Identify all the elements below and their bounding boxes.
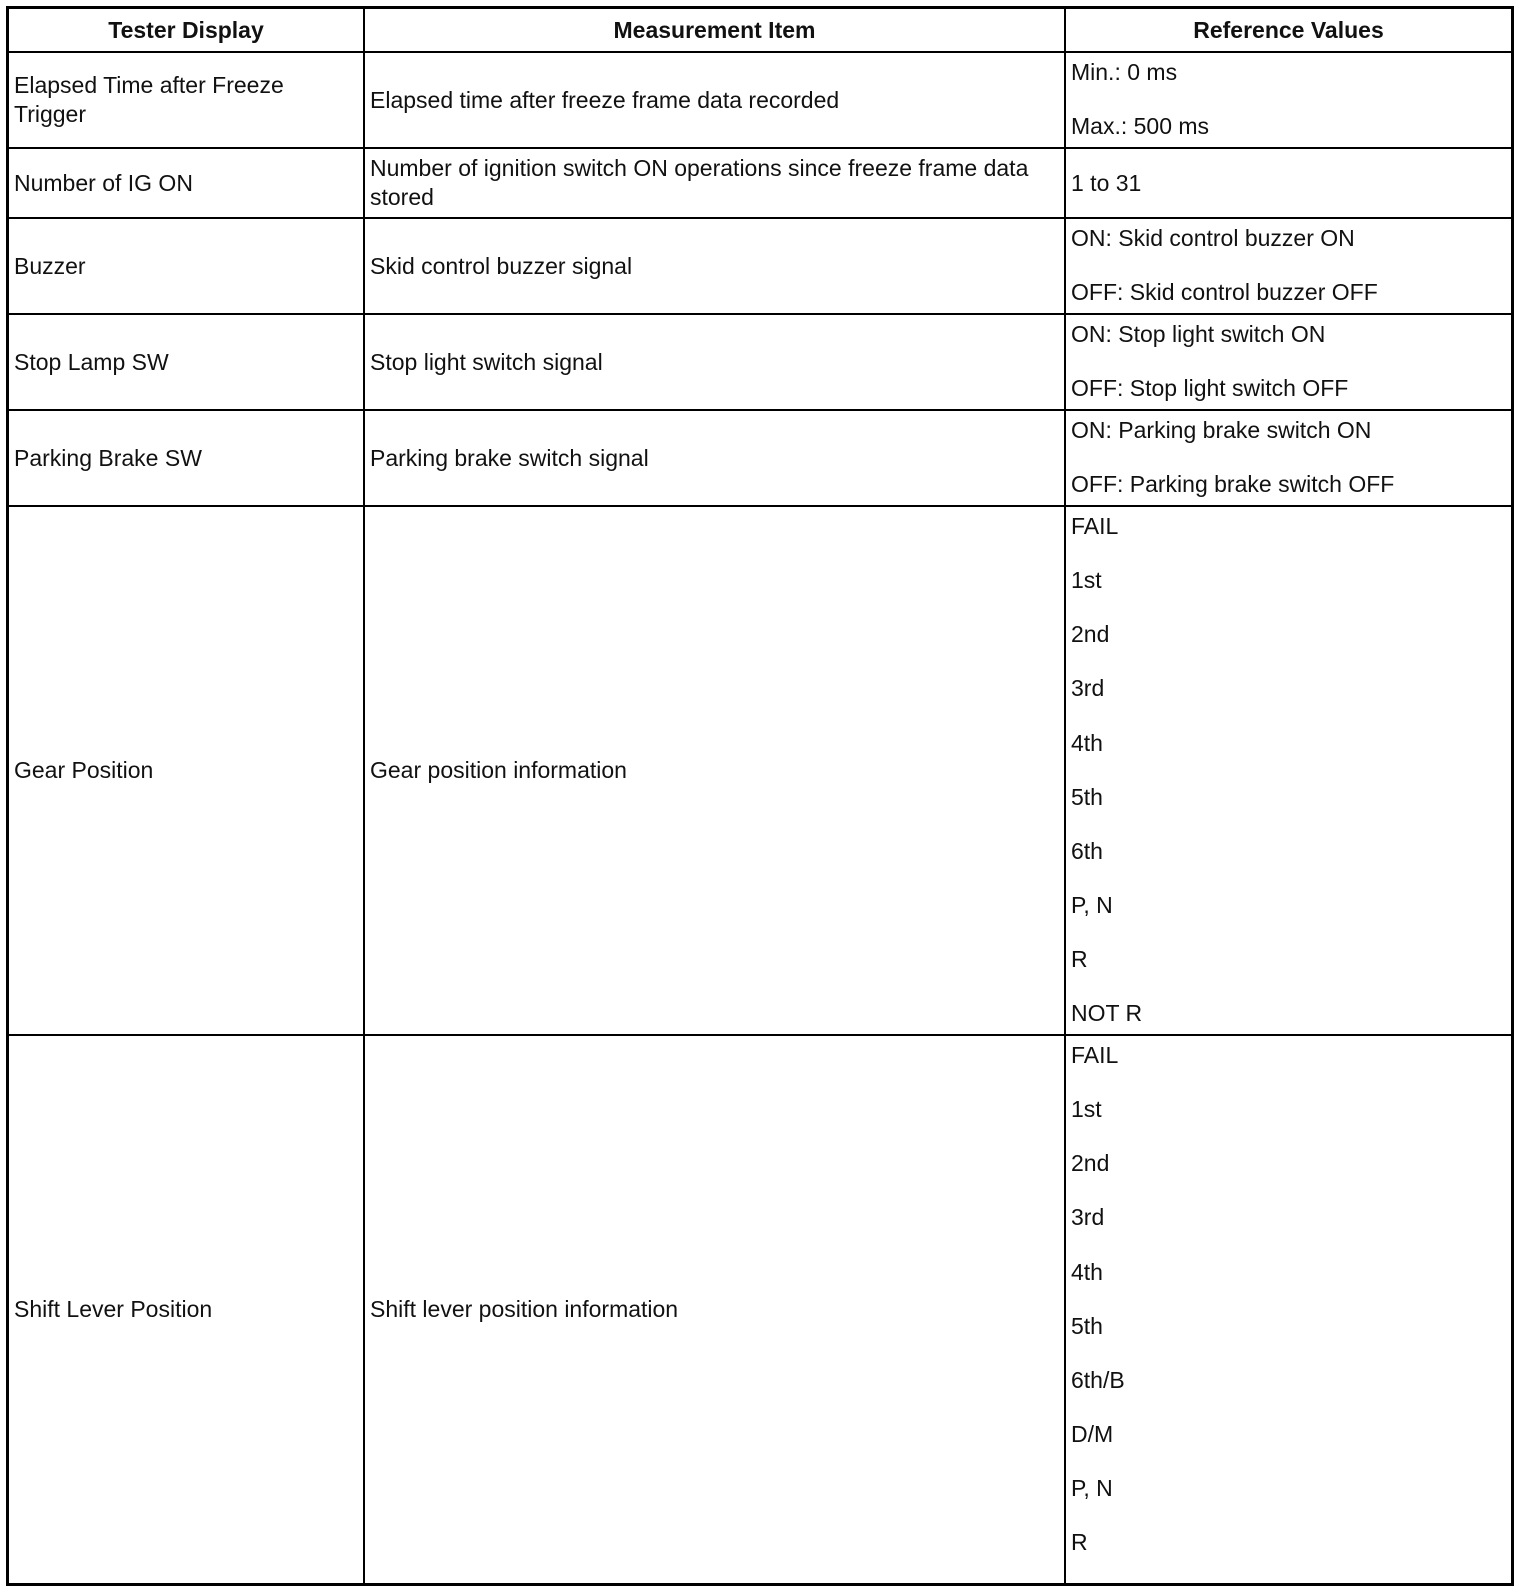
- reference-value: NOT R: [1071, 1000, 1143, 1026]
- reference-table: [6, 6, 1514, 1586]
- reference-value: 4th: [1071, 1259, 1103, 1285]
- reference-value: R: [1071, 946, 1088, 972]
- reference-value: 2nd: [1071, 621, 1110, 647]
- table-row-tester-display: Buzzer: [14, 252, 86, 279]
- reference-value: 1st: [1071, 567, 1102, 593]
- table-row-tester-display: Shift Lever Position: [14, 1296, 213, 1322]
- table-row-tester-display: Elapsed Time after Freeze Trigger: [14, 72, 284, 127]
- reference-value: D/M: [1071, 1421, 1114, 1447]
- table-row-measurement-item: Shift lever position information: [370, 1296, 679, 1322]
- table-row-tester-display: Number of IG ON: [14, 169, 193, 196]
- reference-value: ON: Parking brake switch ON: [1071, 417, 1372, 443]
- table-row-measurement-item: Number of ignition switch ON operations since freeze frame data stored: [370, 155, 1029, 210]
- reference-value: OFF: Parking brake switch OFF: [1071, 471, 1395, 497]
- header-reference-values: Reference Values: [1193, 16, 1384, 43]
- table-row-tester-display: Stop Lamp SW: [14, 348, 169, 375]
- reference-value: 1 to 31: [1071, 169, 1142, 196]
- reference-value: OFF: Skid control buzzer OFF: [1071, 279, 1378, 305]
- reference-value: 6th: [1071, 838, 1103, 864]
- reference-value: FAIL: [1071, 1042, 1119, 1068]
- reference-value: 2nd: [1071, 1150, 1110, 1176]
- table-row-measurement-item: Elapsed time after freeze frame data recorded: [370, 86, 840, 113]
- reference-value: Min.: 0 ms: [1071, 59, 1178, 85]
- reference-value: 4th: [1071, 730, 1103, 756]
- table-row-measurement-item: Stop light switch signal: [370, 348, 603, 375]
- reference-value: FAIL: [1071, 513, 1119, 539]
- header-tester-display: Tester Display: [108, 16, 264, 43]
- reference-value: ON: Skid control buzzer ON: [1071, 225, 1355, 251]
- reference-value: ON: Stop light switch ON: [1071, 321, 1326, 347]
- reference-value: 6th/B: [1071, 1367, 1125, 1393]
- reference-value: 3rd: [1071, 1204, 1105, 1230]
- table-row-tester-display: Gear Position: [14, 757, 154, 783]
- table-row-tester-display: Parking Brake SW: [14, 444, 202, 471]
- reference-value: 1st: [1071, 1096, 1102, 1122]
- reference-value: R: [1071, 1529, 1088, 1555]
- header-measurement-item: Measurement Item: [613, 16, 816, 43]
- reference-value: P, N: [1071, 892, 1113, 918]
- table-row-measurement-item: Skid control buzzer signal: [370, 252, 633, 279]
- reference-value: 3rd: [1071, 675, 1105, 701]
- reference-value: 5th: [1071, 1313, 1103, 1339]
- reference-value: OFF: Stop light switch OFF: [1071, 375, 1349, 401]
- reference-value: Max.: 500 ms: [1071, 113, 1210, 139]
- reference-value: P, N: [1071, 1475, 1113, 1501]
- table-row-measurement-item: Parking brake switch signal: [370, 444, 649, 471]
- table-row-measurement-item: Gear position information: [370, 757, 627, 783]
- reference-value: 5th: [1071, 784, 1103, 810]
